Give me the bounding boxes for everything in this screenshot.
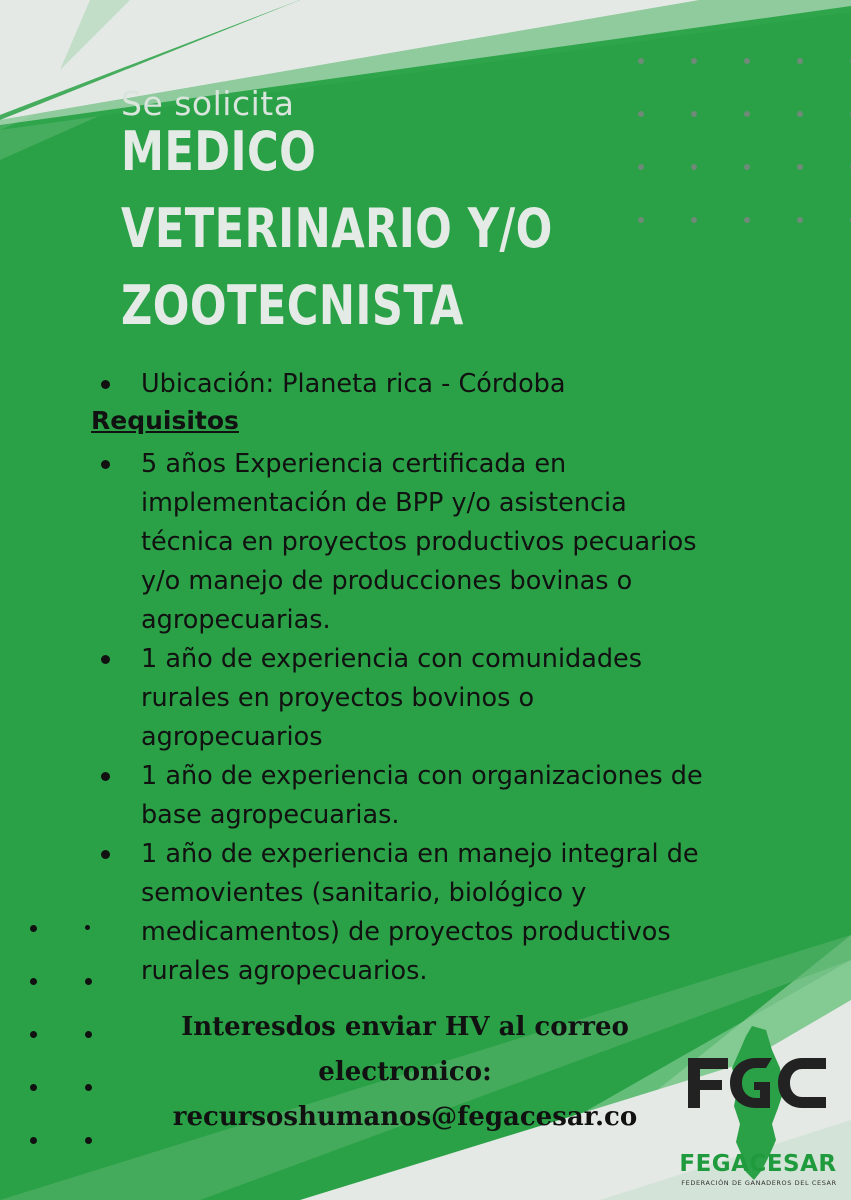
location-list xyxy=(91,365,731,404)
requirement-item: 1 año de experiencia con comunidades rurales en proyectos bovinos o agropecuarios xyxy=(91,640,711,757)
job-title-line: VETERINARIO Y/O xyxy=(121,197,553,260)
requirement-item: 5 años Experiencia certificada en implementación de BPP y/o asistencia técnica en proyectos productivos pecuarios y/o manejo de producciones bovinas o agropecuarias. xyxy=(91,445,711,640)
logo-brand: FEGACESAR xyxy=(679,1151,837,1177)
contact-line: electronico: xyxy=(318,1057,492,1087)
requirement-item: 1 año de experiencia con organizaciones de base agropecuarias. xyxy=(91,757,711,835)
requirements-list xyxy=(91,445,711,991)
contact-line: Interesdos enviar HV al correo xyxy=(181,1012,629,1042)
dots-top-right xyxy=(638,58,851,223)
logo-tagline: FEDERACIÓN DE GANADEROS DEL CESAR xyxy=(681,1179,837,1187)
contact-email[interactable]: recursoshumanos@fegacesar.co xyxy=(172,1102,638,1132)
dots-bottom-left xyxy=(30,925,92,1144)
requirements-heading: Requisitos xyxy=(91,406,239,435)
intro-text: Se solicita xyxy=(121,84,295,123)
job-title-line: MEDICO xyxy=(121,120,317,183)
requirement-item: 1 año de experiencia en manejo integral de semovientes (sanitario, biológico y medicamentos) de proyectos productivos rurales agropecuarios. xyxy=(91,835,711,991)
job-title-line: ZOOTECNISTA xyxy=(121,274,464,337)
location-item: Ubicación: Planeta rica - Córdoba xyxy=(91,365,731,404)
contact-block xyxy=(145,1005,665,1140)
logo-monogram xyxy=(688,1058,826,1108)
job-title xyxy=(121,113,553,344)
